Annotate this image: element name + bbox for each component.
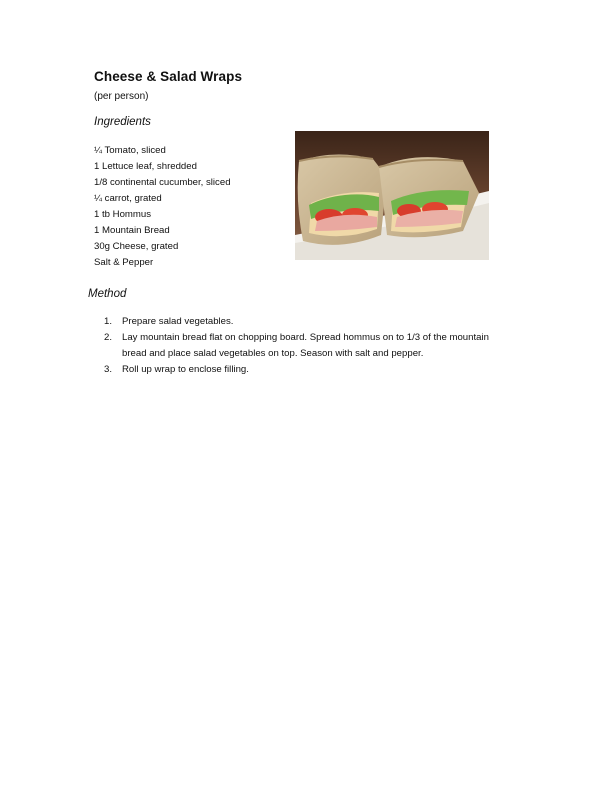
- step-text: Lay mountain bread flat on chopping board. Spread hommus on to 1/3 of the mountain bread and place salad vegetables on top. Season with salt and pepper.: [122, 332, 489, 359]
- step-text: Prepare salad vegetables.: [122, 316, 234, 327]
- wrap-photo: [295, 131, 489, 260]
- ingredient-item: 1/8 continental cucumber, sliced: [94, 177, 231, 188]
- ingredient-item: 1 tb Hommus: [94, 209, 152, 220]
- ingredient-item: 1 Lettuce leaf, shredded: [94, 161, 197, 172]
- method-step: [104, 330, 504, 362]
- ingredient-item: ¼ carrot, grated: [94, 193, 162, 204]
- ingredient-item: ¼ Tomato, sliced: [94, 145, 166, 156]
- step-text: Roll up wrap to enclose filling.: [122, 364, 249, 375]
- step-number: 1.: [104, 316, 113, 327]
- serving-note: (per person): [94, 91, 149, 102]
- ingredient-item: 1 Mountain Bread: [94, 225, 170, 236]
- method-step: [104, 362, 504, 378]
- method-heading: Method: [88, 288, 127, 300]
- ingredients-heading: Ingredients: [94, 116, 151, 128]
- ingredient-item: 30g Cheese, grated: [94, 241, 179, 252]
- step-number: 2.: [104, 332, 113, 343]
- ingredient-item: Salt & Pepper: [94, 257, 154, 268]
- recipe-title: Cheese & Salad Wraps: [94, 69, 243, 84]
- ingredients-list: [94, 143, 231, 271]
- method-step: [104, 314, 504, 330]
- step-number: 3.: [104, 364, 113, 375]
- method-steps: [104, 314, 504, 378]
